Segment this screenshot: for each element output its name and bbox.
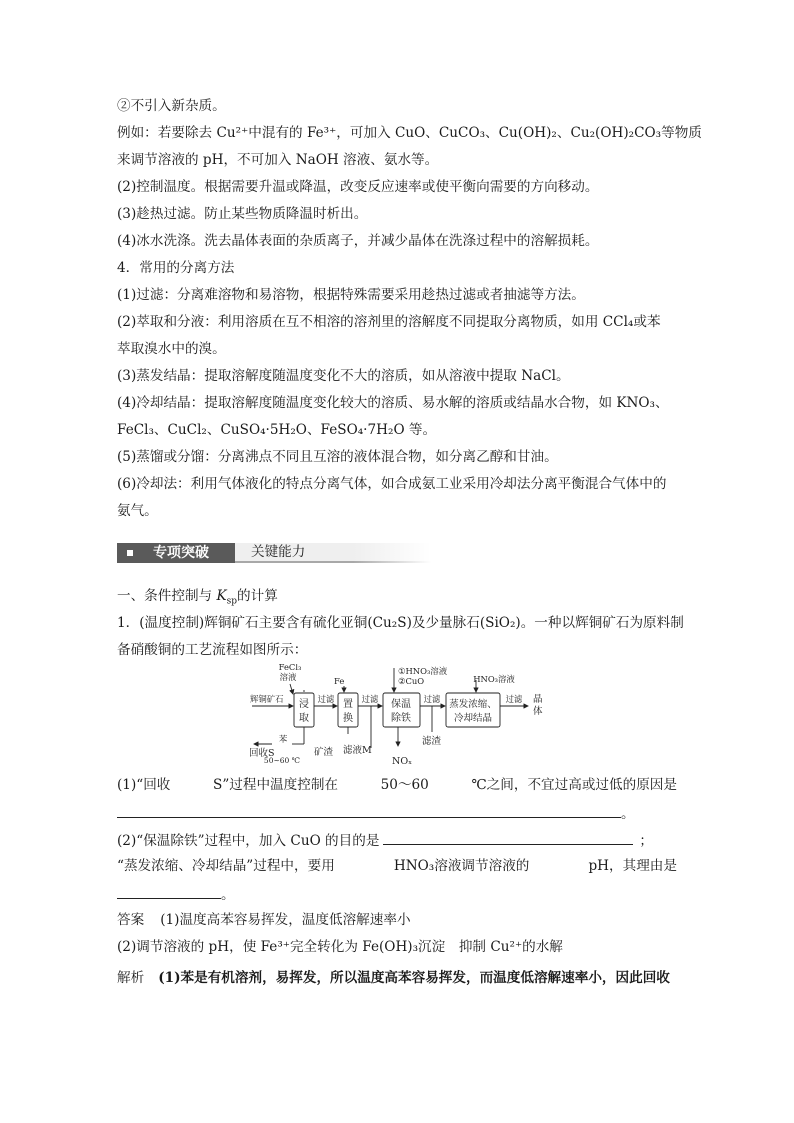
svg-text:保温: 保温 — [391, 699, 411, 710]
section-subheading: 4．常用的分离方法 — [117, 260, 235, 276]
section-banner — [117, 541, 431, 565]
answer-label: 答案 — [117, 912, 145, 928]
fill-blank[interactable] — [117, 884, 221, 899]
text-line: (2)萃取和分液：利用溶质在互不相溶的溶剂里的溶解度不同提取分离物质，如用 CCl₄或苯 — [117, 314, 661, 330]
fill-blank[interactable] — [383, 830, 633, 845]
reagent-label: FeCl₃ — [278, 664, 302, 672]
output-label: NOₓ — [392, 756, 413, 767]
svg-text:冷却结晶: 冷却结晶 — [453, 713, 493, 724]
svg-text:浸: 浸 — [299, 699, 309, 710]
svg-text:取: 取 — [299, 713, 309, 724]
text-line: (3)趁热过滤。防止某些物质降温时析出。 — [117, 206, 368, 222]
text-line: 氨气。 — [117, 503, 158, 519]
reagent-label: HNO₃溶液 — [473, 674, 515, 684]
text-line: 例如：若要除去 Cu²⁺中混有的 Fe³⁺，可加入 CuO、CuCO₃、Cu(OH)₂、Cu₂(OH)₂CO₃等物质 — [117, 125, 702, 141]
question-line: 备硝酸铜的工艺流程如图所示： — [117, 642, 308, 658]
product-label: 体 — [533, 706, 543, 717]
fill-blank[interactable] — [117, 803, 621, 818]
question-part-1: (1)“回收 S”过程中温度控制在 50～60 ℃之间，不宜过高或过低的原因是 — [117, 777, 677, 793]
analysis-line: 解析 (1)苯是有机溶剂，易挥发，所以温度高苯容易挥发，而温度低溶解速率小，因此回收 — [117, 970, 670, 986]
section-heading: 一、条件控制与 $K_{sp}$的计算 — [117, 588, 278, 607]
text-line: (5)蒸馏或分馏：分离沸点不同且互溶的液体混合物，如分离乙醇和甘油。 — [117, 449, 558, 465]
reagent-label: ②CuO — [398, 676, 425, 686]
step-label: 过滤 — [317, 694, 335, 704]
question-part-2b: “蒸发浓缩、冷却结晶”过程中，要用 HNO₃溶液调节溶液的 pH，其理由是 — [117, 858, 677, 874]
text-line: (4)冰水洗涤。洗去晶体表面的杂质离子，并减少晶体在洗涤过程中的溶解损耗。 — [117, 233, 599, 249]
svg-text:蒸发浓缩、: 蒸发浓缩、 — [449, 699, 497, 710]
text-line: (1)过滤：分离难溶物和易溶物，根据特殊需要采用趁热过滤或者抽滤等方法。 — [117, 287, 585, 303]
reagent-label: 溶液 — [279, 672, 297, 682]
question-part-2: (2)“保温除铁”过程中，加入 CuO 的目的是 ； — [117, 830, 653, 850]
text-line: ②不引入新杂质。 — [117, 98, 226, 114]
text-line: FeCl₃、CuCl₂、CuSO₄·5H₂O、FeSO₄·7H₂O 等。 — [117, 422, 437, 438]
banner-subtitle: 关键能力 — [251, 544, 306, 560]
step-label: 过滤 — [423, 694, 441, 704]
text-line: 萃取溴水中的溴。 — [117, 341, 226, 357]
question-line: 1．(温度控制)辉铜矿石主要含有硫化亚铜(Cu₂S)及少量脉石(SiO₂)。一种以辉铜矿石为原料制 — [117, 615, 684, 631]
answer-line: (2)调节溶液的 pH，使 Fe³⁺完全转化为 Fe(OH)₃沉淀 抑制 Cu²⁺的水解 — [117, 939, 563, 955]
svg-text:置: 置 — [343, 699, 353, 710]
condition-label: 50~60 ℃ — [263, 756, 301, 765]
text-line: (6)冷却法：利用气体液化的特点分离气体，如合成氨工业采用冷却法分离平衡混合气体中的 — [117, 476, 667, 492]
answer-line: 答案 (1)温度高苯容易挥发，温度低溶解速率小 — [117, 912, 411, 928]
svg-text:除铁: 除铁 — [391, 713, 411, 724]
banner-title: 专项突破 — [153, 545, 209, 561]
reagent-label: Fe — [334, 676, 345, 686]
output-label: 滤液M — [343, 745, 372, 756]
output-label: 滤渣 — [422, 736, 442, 747]
text-line: (3)蒸发结晶：提取溶解度随温度变化不大的溶质，如从溶液中提取 NaCl。 — [117, 368, 570, 384]
svg-text:换: 换 — [343, 713, 353, 724]
text-line: (2)控制温度。根据需要升温或降温，改变反应速率或使平衡向需要的方向移动。 — [117, 179, 599, 195]
answer-blank-line: 。 — [117, 884, 235, 904]
text-line: (4)冷却结晶：提取溶解度随温度变化较大的溶质、易水解的溶质或结晶水合物，如 KNO₃、 — [117, 395, 669, 411]
answer-blank-line: 。 — [117, 803, 635, 823]
output-label: 矿渣 — [314, 747, 334, 758]
text-line: 来调节溶液的 pH，不可加入 NaOH 溶液、氨水等。 — [117, 152, 439, 168]
step-label: 过滤 — [505, 694, 523, 704]
feed-label: 辉铜矿石 — [250, 694, 284, 704]
reagent-label: ①HNO₃溶液 — [398, 666, 448, 676]
banner-dark-tab — [117, 543, 235, 563]
process-flow-diagram — [248, 664, 548, 770]
analysis-label: 解析 — [117, 970, 145, 986]
step-label: 过滤 — [361, 694, 379, 704]
product-label: 晶 — [533, 694, 543, 705]
output-label: 回收S — [249, 748, 275, 759]
condition-label: 苯 — [278, 734, 288, 744]
